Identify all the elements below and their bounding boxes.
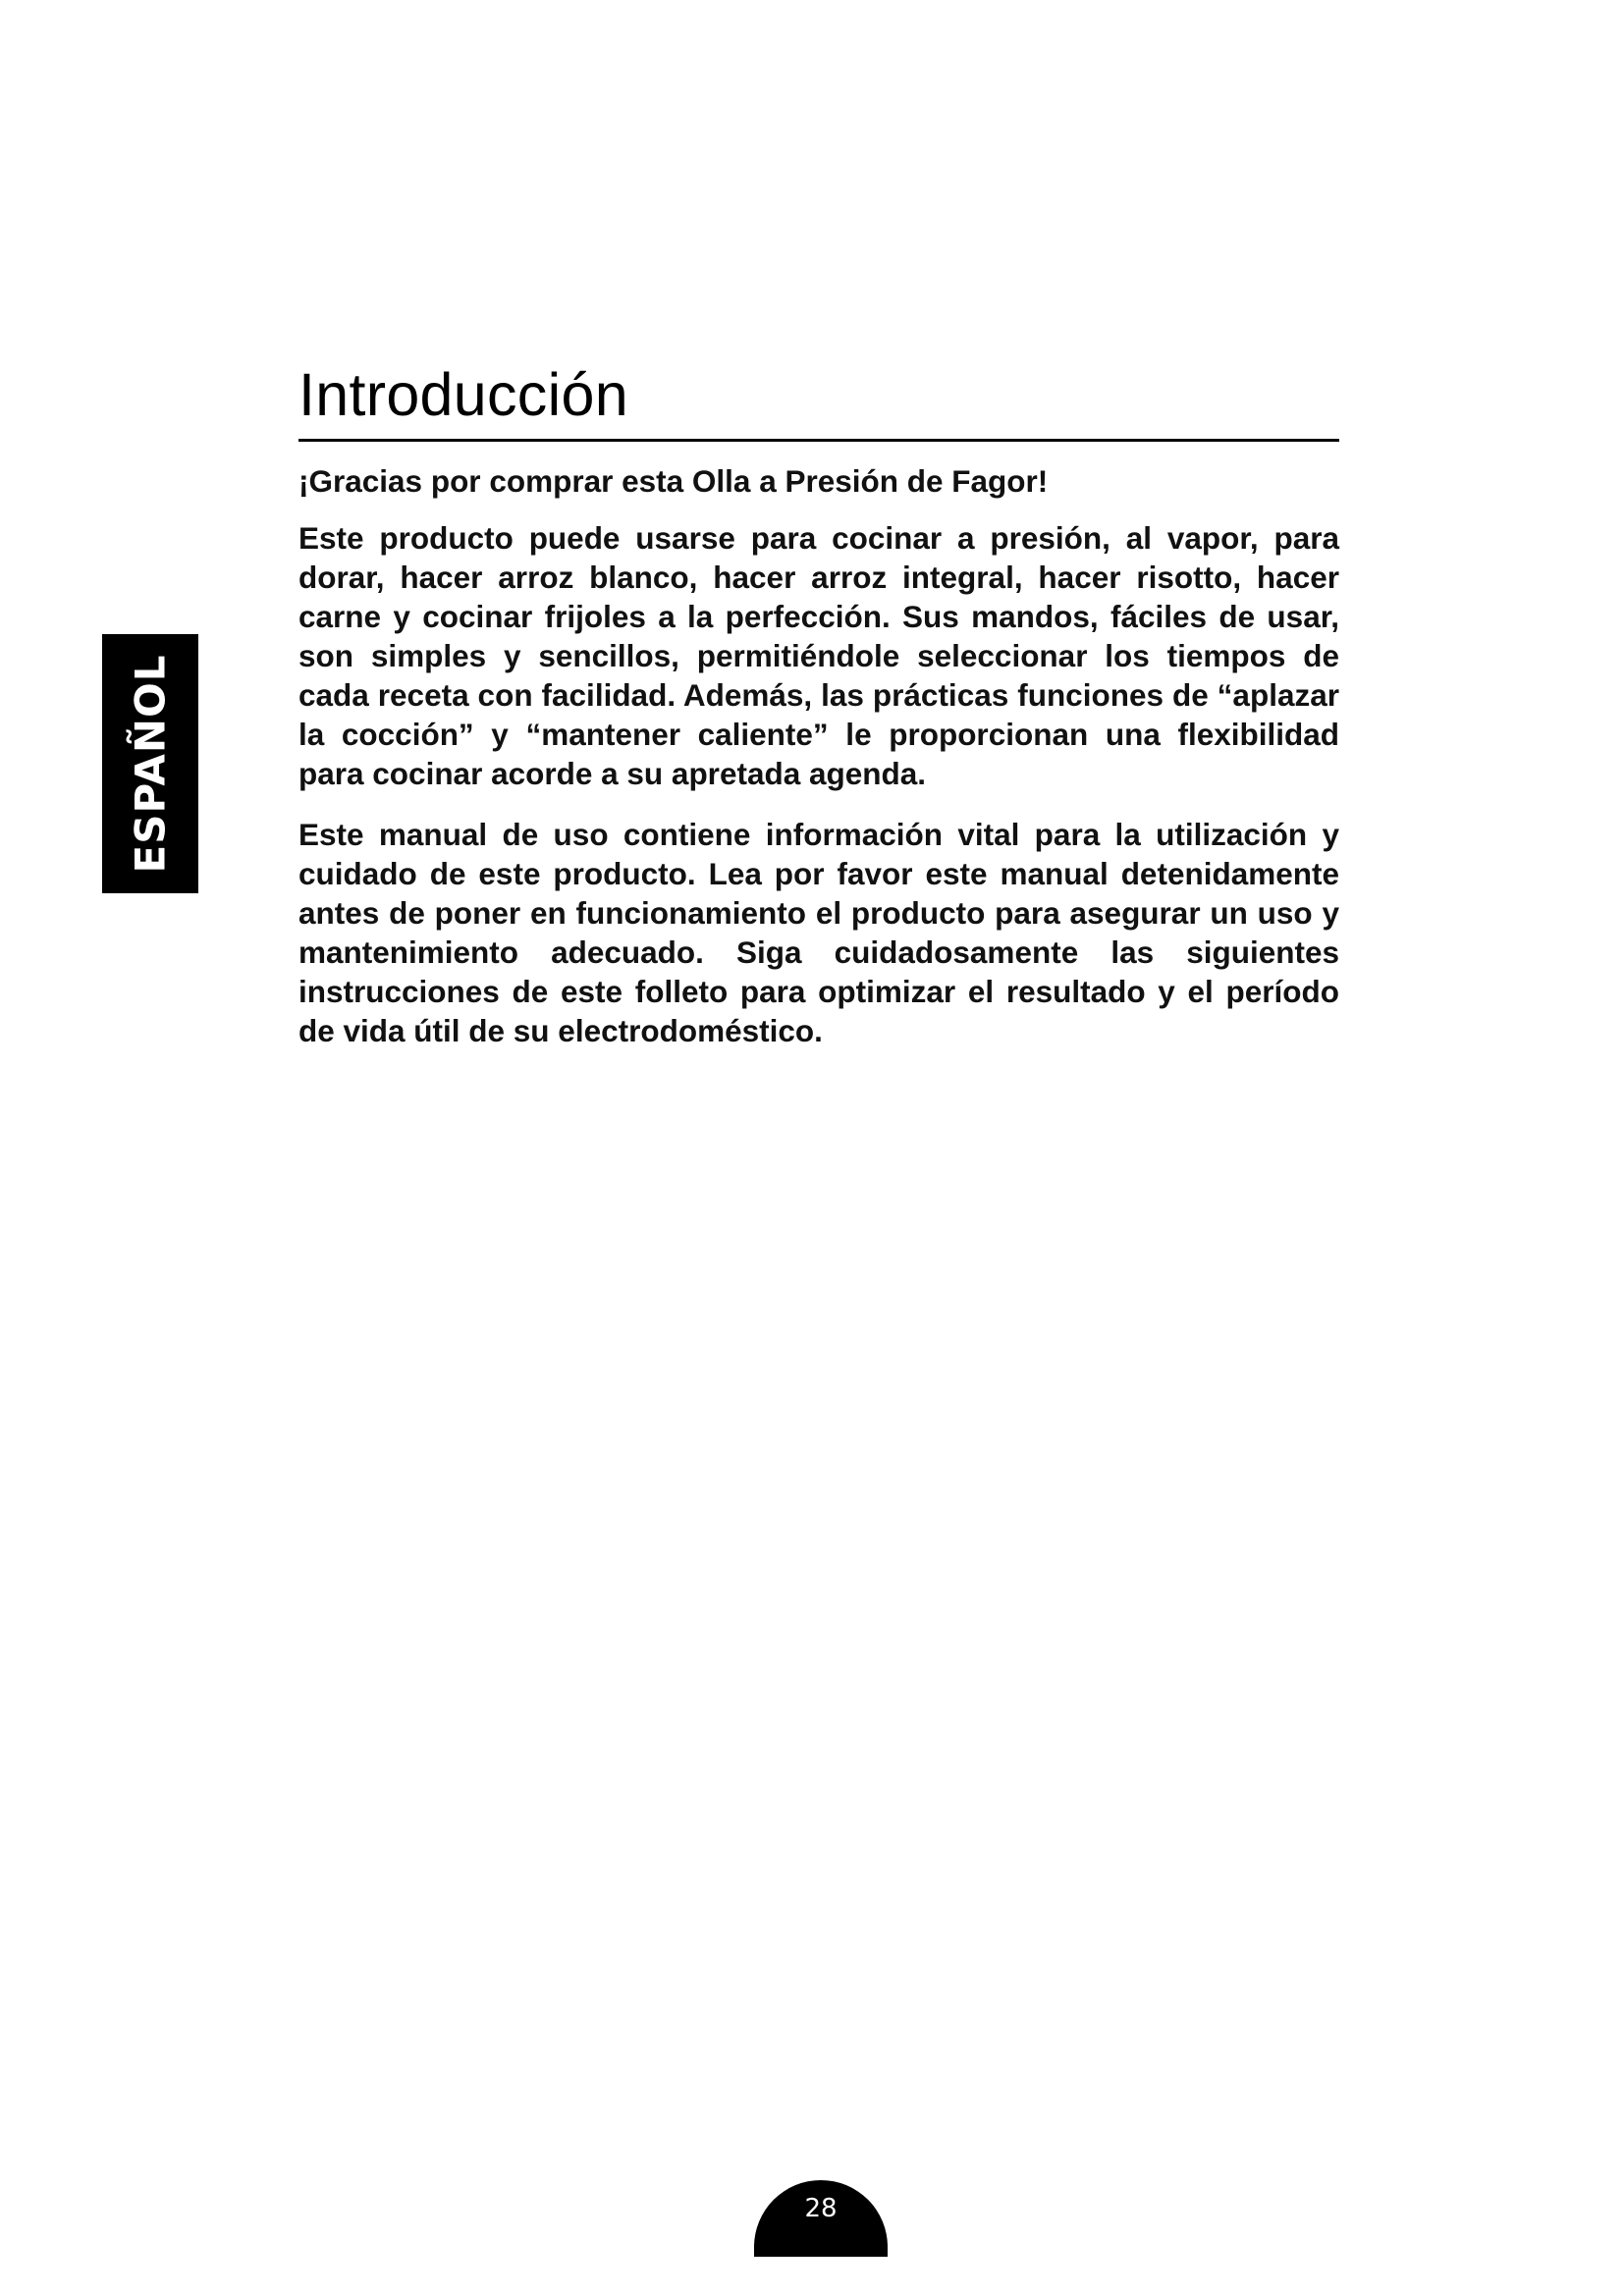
main-content: [298, 363, 1339, 1050]
page-number-tab: [754, 2180, 888, 2257]
lead-sentence: ¡Gracias por comprar esta Olla a Presión de Fagor!: [298, 463, 1049, 499]
language-label: ESPAÑOL: [126, 654, 175, 874]
intro-paragraph-2: Este manual de uso contiene información vital para la utilización y cuidado de este producto. Lea por favor este manual detenidamente antes de poner en funcionamiento el producto para asegurar un uso y mantenimiento adecuado. Siga cuidadosamente las siguientes instrucciones de este folleto para optimizar el resultado y el período de vida útil de su electrodoméstico.: [298, 817, 1339, 1048]
page-number: 28: [804, 2194, 838, 2223]
intro-paragraph-1: Este producto puede usarse para cocinar a presión, al vapor, para dorar, hacer arroz blanco, hacer arroz integral, hacer risotto, hacer carne y cocinar frijoles a la perfección. Sus mandos, fáciles de usar, son simples y sencillos, permitiéndole seleccionar los tiempos de cada receta con facilidad. Además, las prácticas funciones de “aplazar la cocción” y “mantener caliente” le proporcionan una flexibilidad para cocinar acorde a su apretada agenda.: [298, 520, 1339, 791]
language-side-tab: [102, 634, 198, 893]
page-title: Introducción: [298, 363, 1339, 442]
